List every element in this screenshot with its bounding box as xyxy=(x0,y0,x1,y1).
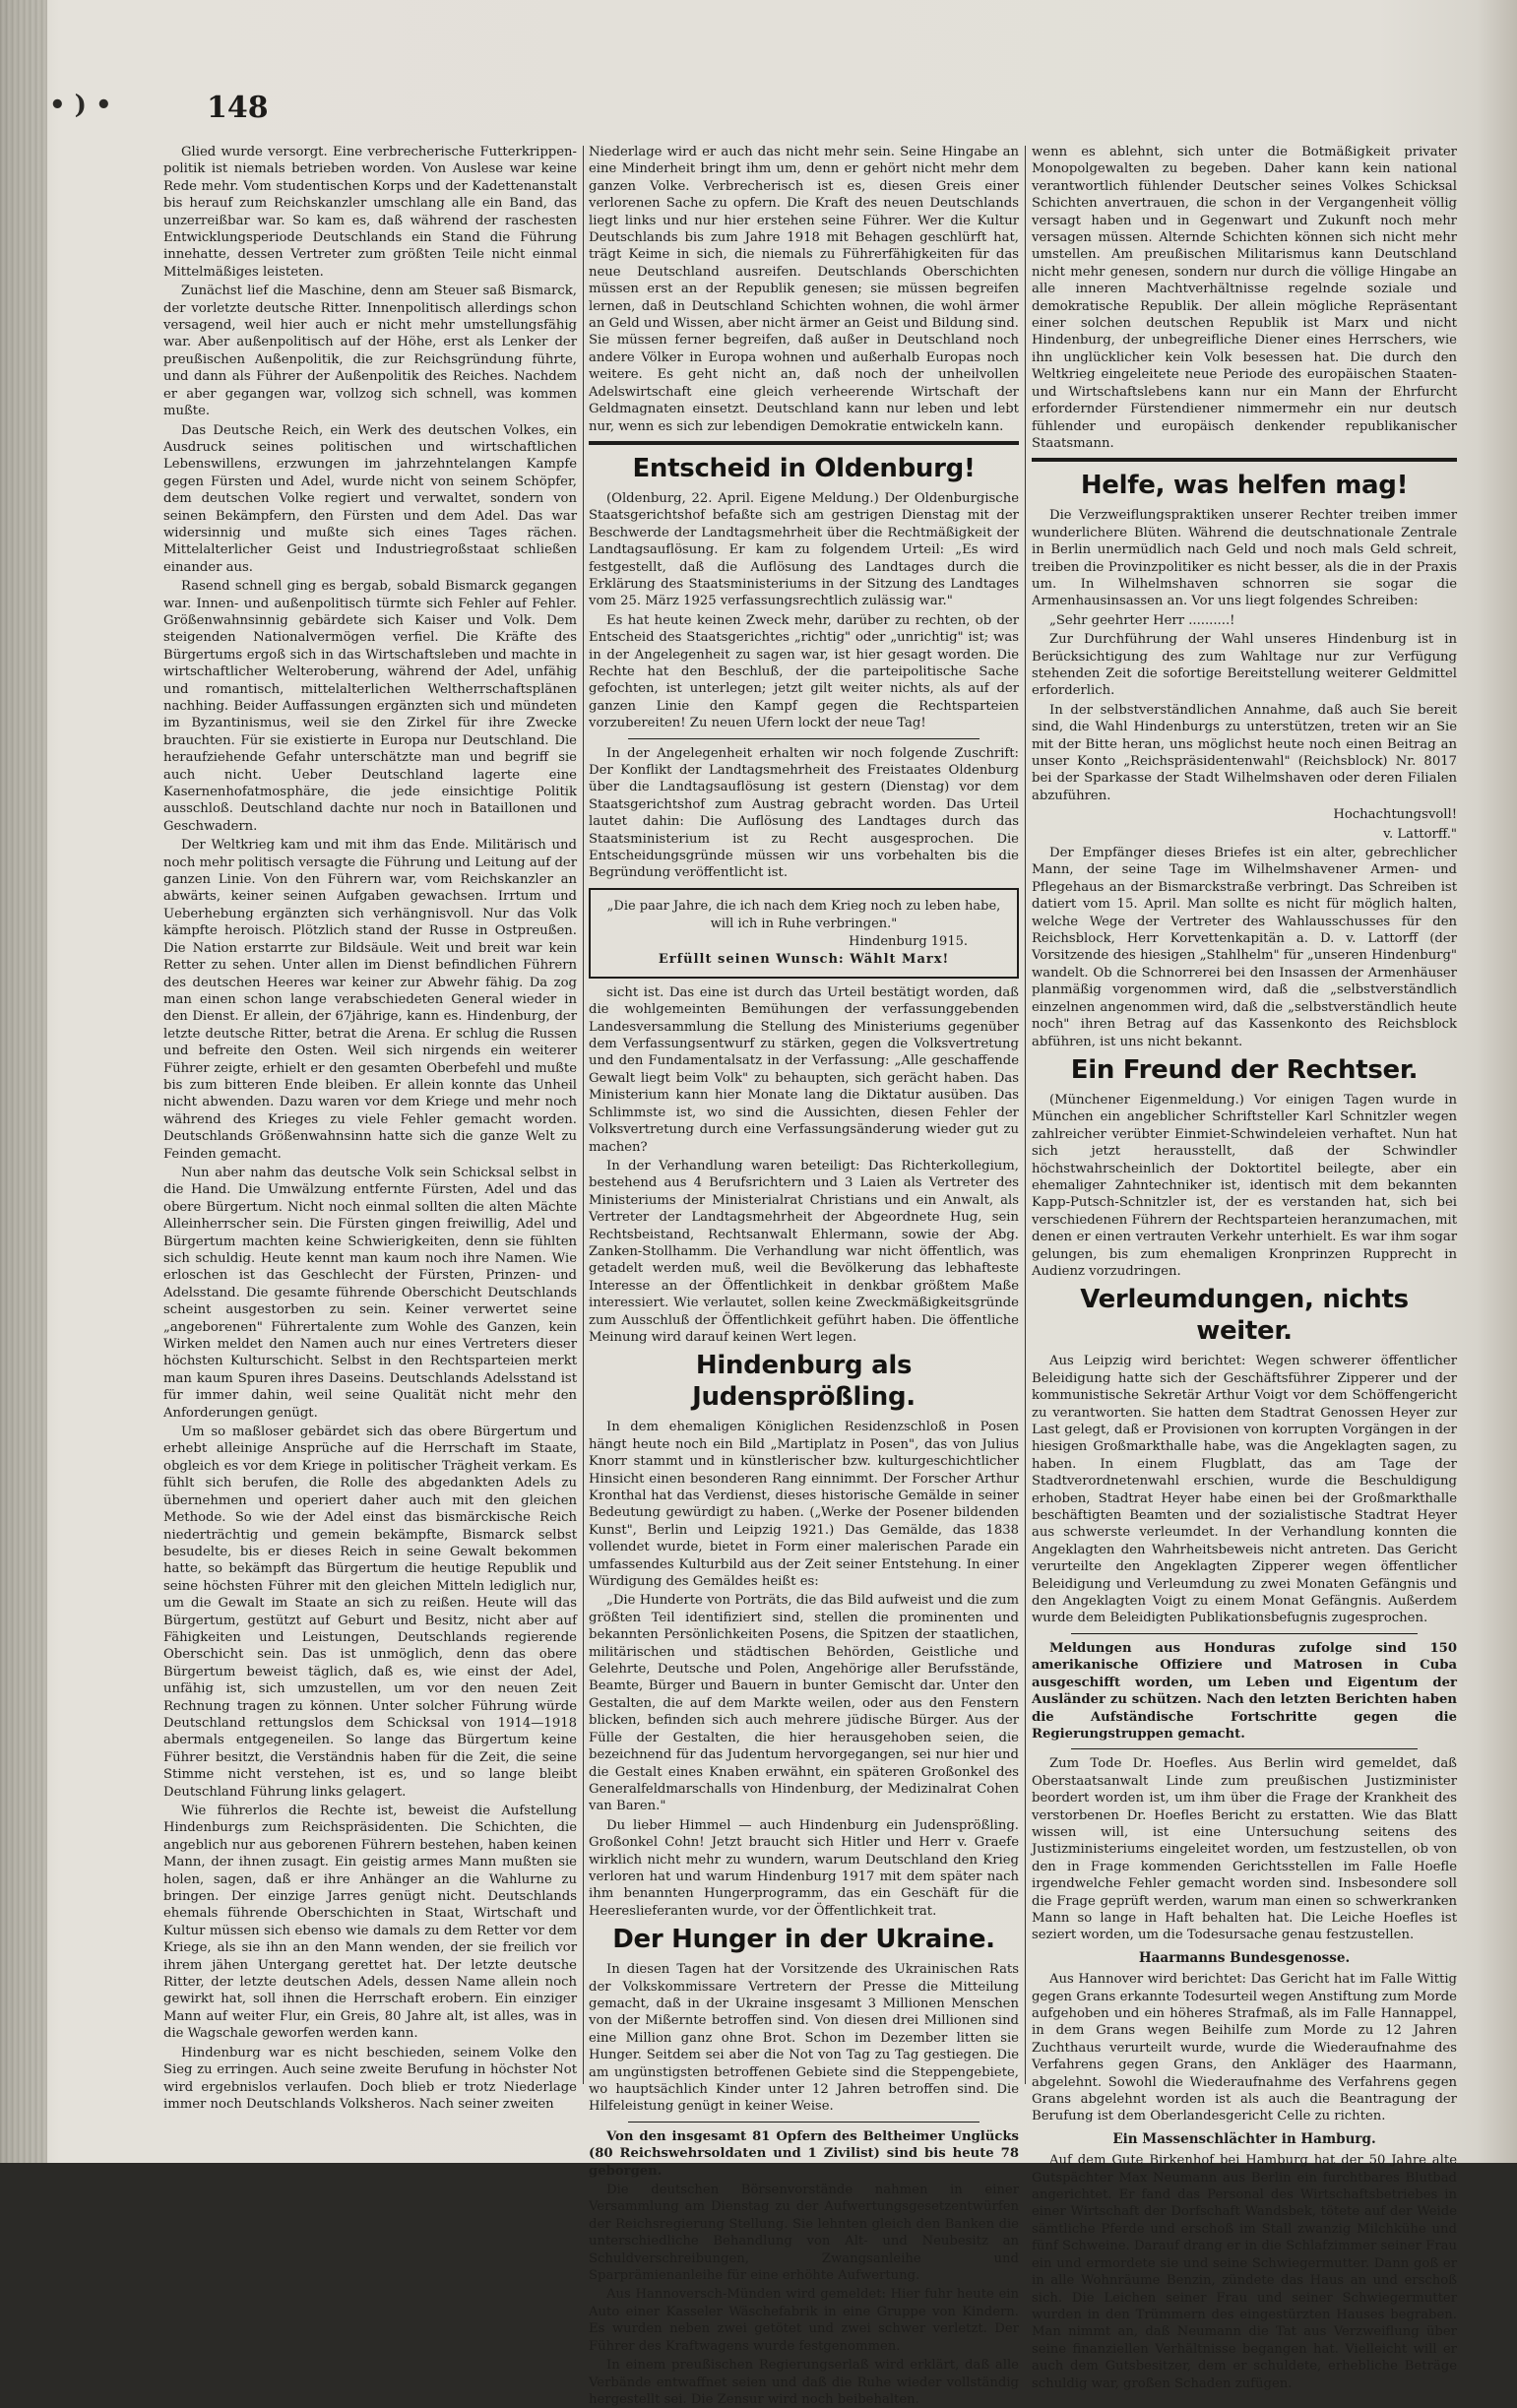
signature: v. Lattorff." xyxy=(1383,826,1457,842)
headline-oldenburg: Entscheid in Oldenburg! xyxy=(632,453,976,483)
box-source: Hindenburg 1915. xyxy=(849,933,968,949)
separator xyxy=(628,738,980,739)
notice: Von den insgesamt 81 Opfern des Beltheimer Unglücks (80 Reichswehrsoldaten und 1 Zivilist) sind bis heute 78 geborgen. xyxy=(589,2128,1019,2179)
paragraph: Zunächst lief die Maschine, denn am Steuer saß Bismarck, der vorletzte deutsche Ritter. Innenpolitisch allerdings schon versagend, weil hier auch er nicht mehr umstellungsfähig war. Aber außenpolitisch auf der Höhe, erst als Lenker der preußischen Außenpolitik, die zur Reichsgründung führte, und dann als Führer der Außenpolitik des Reiches. Nachdem er aber gegangen war, vollzog sich schnell, was kommen mußte. xyxy=(163,284,577,419)
box-call: Erfüllt seinen Wunsch: Wählt Marx! xyxy=(658,951,950,967)
paragraph: (Münchener Eigenmeldung.) Vor einigen Tagen wurde in München ein angeblicher Schriftsteller Karl Schnitzler wegen zahlreicher verübter Einmiet-Schwindeleien verhaftet. Nun hat sich jetzt herausstellt, daß der Schwindler höchstwahrscheinlich der Doktortitel beilegte, aber ein ehemaliger Zahntechniker ist, identisch mit dem bekannten Kapp-Putsch-Schnitzler ist, der es verstanden hat, sich bei verschiedenen Führern der Rechtsparteien heranzumachen, mit denen er einen vertrauten Verkehr unterhielt. Es war ihm sogar gelungen, bis zum ehemaligen Kronprinzen Rupprecht in Audienz vorzudringen. xyxy=(1032,1092,1457,1279)
separator xyxy=(1071,1633,1418,1634)
column-1 xyxy=(163,144,577,2112)
paragraph: Niederlage wird er auch das nicht mehr sein. Seine Hingabe an eine Minderheit bringt ihm um, denn er gehört nicht mehr dem ganzen Volke. Verbrecherisch ist es, diesen Greis einer verlorenen Sache zu opfern. Die Kraft des neuen Deutschlands liegt links und nur hier erstehen seine Führer. Wer die Kultur Deutschlands bis zum Jahre 1918 mit Behagen geschlürft hat, trägt Keime in sich, die niemals zu Führerfähigkeiten für das neue Deutschland ausreifen. Deutschlands Oberschichten müssen erst an der Republik genesen; sie müssen begreifen lernen, daß in Deutschland Schichten wohnen, die wohl ärmer an Geld und Wissen, aber nicht ärmer an Geist und Bildung sind. Sie müssen ferner begreifen, daß außer in Deutschland noch andere Völker in Europa wohnen und außerhalb Europas noch weitere. Es geht nicht an, daß noch der unheilvollen Adelswirtschaft eine gleich verheerende Wirtschaft der Geldmagnaten einsetzt. Deutschland kann nur leben und lebt nur, wenn es sich zur lebendigen Demokratie entwickeln kann. xyxy=(589,145,1019,434)
paragraph: Nun aber nahm das deutsche Volk sein Schicksal selbst in die Hand. Die Umwälzung entfernte Fürsten, Adel und das obere Bürgertum. Nicht noch einmal sollten die alten Mächte Alleinherrscher sein. Die Fürsten gingen freiwillig, Adel und Bürgertum machten keine Schwierigkeiten, denn sie fühlten sich schuldig. Heute kennt man kaum noch ihre Namen. Wie erloschen ist das Geschlecht der Fürsten, Prinzen- und Adelsstand. Die gesamte führende Oberschicht Deutschlands scheint ausgestorben zu sein. Keiner verwertet seine „angeborenen" Führertalente zum Wohle des Ganzen, kein Wirken meldet den Namen auch nur eines Vertreters dieser höchsten Kulturschicht. Selbst in den Rechtsparteien merkt man kaum Spuren ihres Daseins. Deutschlands Adelsstand ist für immer dahin, weil seine Qualität nicht mehr den Anforderungen genügt. xyxy=(163,1165,577,1421)
page-number: 148 xyxy=(207,91,269,125)
section-rule xyxy=(589,441,1019,445)
election-box xyxy=(589,888,1019,979)
paragraph: „Die Hunderte von Porträts, die das Bild aufweist und die zum größten Teil identifiziert sind, stellen die prominenten und bekannten Persönlichkeiten Posens, die Spitzen der staatlichen, militärischen und städtischen Behörden, Geistliche und Gelehrte, Deutsche und Polen, Angehörige aller Berufsstände, Beamte, Bürger und Bauern in bunter Gemischt dar. Unter den Gestalten, die auf dem Markte weilen, oder aus den Fenstern blicken, befinden sich auch mehrere jüdische Bürger. Aus der Fülle der Gestalten, die hier herausgehoben seien, die bezeichnend für das Judentum hervorgegangen, sei nur hier und die Gestalt eines Knaben erwähnt, ein späteren Großonkel des Generalfeldmarschalls von Hindenburg, der Medizinalrat Cohen van Baren." xyxy=(589,1593,1019,1814)
column-3 xyxy=(1032,144,1457,2391)
paragraph: Auf dem Gute Birkenhof bei Hamburg hat der 50 Jahre alte Gutspächter Max Neumann aus Berlin ein furchtbares Blutbad angerichtet. Er fand das Personal des Wirtschaftsbetriebes in einer Wirtschaft der Dorfschaft Wandsbek, tötete auf der Weide sämtliche Pferde und erschoß im Stall zwanzig Milchkühe und fünf Schweine. Darauf drang er in die Schlafzimmer seiner Frau ein und ermordete sie und seine Schwiegermutter. Dann goß er in alle Wohnräume Benzin, zündete das Haus an und erschoß sich. Die Leichen seiner Frau und seiner Schwiegermutter wurden in den Trümmern des eingestürzten Hauses begraben. Man nimmt an, daß Neumann die Tat aus Verzweiflung über seine finanziellen Verhältnisse begangen hat. Vielleicht will er auch dem Gutsbesitzer, dem er schuldete, erhebliche Beträge schuldig war, großen Schaden zufügen. xyxy=(1032,2153,1457,2391)
paragraph: Aus Leipzig wird berichtet: Wegen schwerer öffentlicher Beleidigung hatte sich der Geschäftsführer Zipperer und der kommunistische Sekretär Arthur Voigt vor dem Schöffengericht zu verantworten. Sie hatten dem Stadtrat Genossen Heyer zur Last gelegt, daß er Provisionen von korrupten Vorgängen in der hiesigen Großmarkthalle habe, was die Angeklagten sagen, zu haben. In einem Flugblatt, das am Tage der Stadtverordnetenwahl erschien, wurde die Beschuldigung erhoben, Stadtrat Heyer habe einen bei der Großmarkthalle beschäftigten Beamten und der sozialistische Stadtrat Heyer aus schwerste verleumdet. In der Verhandlung konnten die Angeklagten den Wahrheitsbeweis nicht antreten. Das Gericht verurteilte den Angeklagten Zipperer wegen öffentlicher Beleidigung und Verleumdung zu zwei Monaten Gefängnis und den Angeklagten Voigt zu einem Monat Gefängnis. Außerdem wurde dem Beleidigten Publikationsbefugnis zugesprochen. xyxy=(1032,1354,1457,1626)
paragraph: Der Weltkrieg kam und mit ihm das Ende. Militärisch und noch mehr politisch versagte die Führung und Leitung auf der ganzen Linie. Von den Führern war, vom Reichskanzler an abwärts, keiner seinen Aufgaben gewachsen. Irrtum und Ueberhebung ergänzten sich verhängnisvoll. Nur das Volk kämpfte heroisch. Plötzlich stand der Russe in Ostpreußen. Die Nation erstarrte zur Bildsäule. Weit und breit war kein Retter zu sehen. Unter allen im Dienst befindlichen Führern des deutschen Heeres war keiner zur Abwehr fähig. Da zog man einen schon lange verabschiedeten General wieder in den Dienst. Er allein, der 67jährige, kann es. Hindenburg, der letzte deutsche Ritter, betrat die Arena. Er schlug die Russen und befreite den Osten. Weil sich nirgends ein weiterer Führer zeigte, erhielt er den gesamten Oberbefehl und mußte bis zum bitteren Ende bleiben. Er allein konnte das Unheil nicht abwenden. Dazu waren vor dem Kriege und mehr noch während des Krieges zu viele Fehler gemacht worden. Deutschlands Größenwahnsinn hatte sich die ganze Welt zu Feinden gemacht. xyxy=(163,838,577,1162)
paragraph: Es hat heute keinen Zweck mehr, darüber zu rechten, ob der Entscheid des Staatsgerichtes „richtig" oder „unrichtig" ist; was in der Angelegenheit zu sagen war, ist hier gesagt worden. Die Rechte hat den Beschluß, der die parteipolitische Sache gefochten, ist unterlegen; jetzt gilt weiter nichts, als auf der ganzen Linie den Kampf gegen die Rechtsparteien vorzubereiten! Zu neuen Ufern lockt der neue Tag! xyxy=(589,612,1019,731)
separator xyxy=(1071,1748,1418,1749)
book-spine xyxy=(0,0,47,2163)
paragraph: Das Deutsche Reich, ein Werk des deutschen Volkes, ein Ausdruck seines politischen und wirtschaftlichen Lebenswillens, erzwungen im jahrzehntelangen Kampfe gegen Fürsten und Adel, wurde nicht von seinem Schöpfer, dem deutschen Volke regiert und verwaltet, sondern von seinen Bekämpfern, den Fürsten und dem Adel. Das war widersinnig und mußte sich eines Tages rächen. Mittelalterlicher Geist und Industriegroßstaat schließen einander aus. xyxy=(163,422,577,575)
paragraph: In der selbstverständlichen Annahme, daß auch Sie bereit sind, die Wahl Hindenburgs zu unterstützen, treten wir an Sie mit der Bitte heran, uns möglichst heute noch einen Beitrag an unser Konto „Reichspräsidentenwahl" (Reichsblock) Nr. 8017 bei der Sparkasse der Stadt Wilhelmshaven oder deren Filialen abzuführen. xyxy=(1032,702,1457,803)
column-divider xyxy=(1025,146,1026,2084)
paragraph: Die Verzweiflungspraktiken unserer Rechter treiben immer wunderlichere Blüten. Während die deutschnationale Zentrale in Berlin unermüdlich nach Geld und noch mals Geld schreit, treiben die Provinzpolitiker es nicht besser, als die in der Praxis um. In Wilhelmshaven schnorren sie sogar die Armenhausinsassen an. Vor uns liegt folgendes Schreiben: xyxy=(1032,508,1457,609)
paragraph: Aus Hannover wird berichtet: Das Gericht hat im Falle Wittig gegen Grans erkannte Todesurteil wegen Anstiftung zum Morde aufgehoben und ein höheres Strafmaß, als im Falle Hannappel, in dem Grans wegen Beihilfe zum Morde zu 12 Jahren Zuchthaus verurteilt wurde, wurde die Wiederaufnahme des Verfahrens gegen Grans, den Ankläger des Haarmann, abgelehnt. Sowohl die Wiederaufnahme des Verfahrens gegen Grans abgelehnt worden ist als auch die Beantragung der Berufung ist dem Oberlandesgericht Celle zu richten. xyxy=(1032,1972,1457,2124)
margin-mark: • ) • xyxy=(49,91,112,120)
notice: Meldungen aus Honduras zufolge sind 150 amerikanische Offiziere und Matrosen in Cuba ausgeschifft worden, um Leben und Eigentum der Ausländer zu schützen. Nach den letzten Berichten haben die Aufständische Fortschritte gegen die Regierungstruppen gemacht. xyxy=(1032,1640,1457,1742)
paragraph: Du lieber Himmel — auch Hindenburg ein Judensprößling. Großonkel Cohn! Jetzt braucht sich Hitler und Herr v. Graefe wirklich nicht mehr zu wundern, warum Deutschland den Krieg verloren hat und warum Hindenburg 1917 mit dem später nach ihm benannten Hungerprogramm, das ein Geschäft für die Heereslieferanten wurde, vor der Öffentlichkeit trat. xyxy=(589,1817,1019,1919)
headline-helfe: Helfe, was helfen mag! xyxy=(1080,471,1409,501)
paragraph: Hindenburg war es nicht beschieden, seinem Volke den Sieg zu erringen. Auch seine zweite Berufung in höchster Not wird ergebnislos verlaufen. Doch blieb er trotz Niederlage immer noch Deutschlands Volksheros. Nach seiner zweiten xyxy=(163,2045,577,2112)
subhead-hamburg: Ein Massenschlächter in Hamburg. xyxy=(1112,2130,1376,2147)
headline-verleumdung: Verleumdungen, nichts weiter. xyxy=(1080,1285,1409,1347)
signature: Hochachtungsvoll! xyxy=(1333,807,1457,823)
paragraph: Wie führerlos die Rechte ist, beweist die Aufstellung Hindenburgs zum Reichspräsidenten. Die Schichten, die angeblich nur aus geborenen Führern bestehen, haben keinen Mann, der ihnen zusagt. Ein geistig armes Mann mußten sie holen, sagen, daß er ihre Anhänger an die Wahlurne zu bringen. Der einzige Jarres genügt nicht. Deutschlands ehemals führende Oberschichten in Staat, Wirtschaft und Kultur müssen sich ebenso wie damals zu dem Retter vor dem Kriege, als sie ihn an den Mann wenden, der sie freilich vor ihrem jähen Untergang gerettet hat. Der letzte deutsche Ritter, der letzte deutschen Adels, dessen Name allein noch gewirkt hat, soll ihnen die Herrschaft erobern. Ein einziger Mann auf weiter Flur, ein Greis, 80 Jahre alt, ist alles, was in die Wagschale geworfen werden kann. xyxy=(163,1804,577,2042)
headline-freund: Ein Freund der Rechtser. xyxy=(1070,1054,1419,1085)
paragraph: In der Angelegenheit erhalten wir noch folgende Zuschrift: Der Konflikt der Landtagsmehrheit des Freistaates Oldenburg über die Landtagsauflösung ist gestern (Dienstag) vor dem Staatsgerichtshof zum Austrag gebracht worden. Das Urteil lautet dahin: Die Auflösung des Landtages durch das Staatsministerium ist zu Recht ausgesprochen. Die Entscheidungsgründe müssen wir uns vorbehalten bis die Begründung veröffentlicht ist. xyxy=(589,745,1019,881)
paragraph: In diesen Tagen hat der Vorsitzende des Ukrainischen Rats der Volkskommissare Vertretern der Presse die Mitteilung gemacht, daß in der Ukraine insgesamt 3 Millionen Menschen von der Mißernte betroffen sind. Von diesen drei Millionen sind eine Million ganz ohne Brot. Schon im Dezember litten sie Hunger. Seitdem sei aber die Not von Tag zu Tag gestiegen. Die am ungünstigsten betroffenen Gebiete sind die Steppengebiete, wo hauptsächlich Kinder unter 12 Jahren betroffen sind. Die Hilfeleistung genügt in keiner Weise. xyxy=(589,1962,1019,2115)
box-quote: „Die paar Jahre, die ich nach dem Krieg noch zu leben habe, will ich in Ruhe verbringen." xyxy=(606,898,1001,931)
paragraph: Der Empfänger dieses Briefes ist ein alter, gebrechlicher Mann, der seine Tage im Wilhelmshavener Armen- und Pflegehaus an der Bismarckstraße verbringt. Das Schreiben ist datiert vom 15. April. Man sollte es nicht für möglich halten, welche Wege der Vertreter des Wahlausschusses für den Reichsblock, Herr Korvettenkapitän a. D. v. Lattorff (der Vorsitzende des hiesigen „Stahlhelm" für „unseren Hindenburg" wandelt. Ob die Schnorrerei bei den Insassen der Armenhäuser planmäßig vorgenommen wird, daß die „selbstverständlich einzelnen angenommen wird, daß die „selbstverständlich heute noch" ihren Betrag auf das Kassenkonto des Reichsblock abführen, ist uns nicht bekannt. xyxy=(1032,846,1457,1049)
paragraph: wenn es ablehnt, sich unter die Botmäßigkeit privater Monopolgewalten zu begeben. Daher kann kein national verantwortlich fühlender Deutscher seines Volkes Schicksal Schichten anvertrauen, die schon in der Vergangenheit völlig versagt haben und in Gegenwart und Zukunft noch mehr versagen müssen. Alternde Schichten können sich nicht mehr umstellen. Am preußischen Militarismus kann Deutschland nicht mehr genesen, sondern nur durch die völlige Hingabe an alle inneren Machtverhältnisse regelnde soziale und demokratische Republik. Der allein mögliche Repräsentant einer solchen deutschen Republik ist Marx und nicht Hindenburg, der unbegreifliche Diener eines Herrschers, wie ihn unglücklicher kein Volk besessen hat. Die durch den Weltkrieg eingeleitete neue Periode des europäischen Staaten- und Wirtschaftslebens kann nur ein Mann der Ehrfurcht erfordernder Fürstendiener nimmermehr ein nur deutsch fühlender und europäisch denkender republikanischer Staatsmann. xyxy=(1032,145,1457,451)
section-rule xyxy=(1032,458,1457,462)
headline-ukraine: Der Hunger in der Ukraine. xyxy=(612,1925,995,1955)
paragraph: „Sehr geehrter Herr ..........! xyxy=(1049,612,1235,628)
column-2 xyxy=(589,144,1019,2407)
separator xyxy=(628,2122,980,2123)
paragraph: sicht ist. Das eine ist durch das Urteil bestätigt worden, daß die wohlgemeinten Bemühungen der verfassunggebenden Landesversammlung die Stellung des Ministeriums gegenüber dem Verfassungsentwurf zu stärken, gegen die Volksvertretung und den Fundamentalsatz in der Verfassung: „Alle geschaffende Gewalt liegt beim Volk" zu behaupten, sich gerächt haben. Das Ministerium kann hier Monate lang die Diktatur ausüben. Das Schlimmste ist, wo sind die Aussichten, diesen Fehler der Volksvertretung durch eine Verfassungsänderung wieder gut zu machen? xyxy=(589,984,1019,1155)
notice: Aus Hannoversch-Münden wird gemeldet: Hier fuhr heute ein Auto einer Kasseler Wäschefabrik in eine Gruppe von Kindern. Es wurden neben zwei getötet und zwei schwer verletzt. Der Führer des Kraftwagens wurde festgenommen. xyxy=(589,2287,1019,2354)
subhead-haarmann: Haarmanns Bundesgenosse. xyxy=(1138,1949,1351,1966)
paragraph: (Oldenburg, 22. April. Eigene Meldung.) Der Oldenburgische Staatsgerichtshof befaßte sich am gestrigen Dienstag mit der Beschwerde der Landtagsmehrheit über die Rechtmäßigkeit der Landtagsauflösung. Er kam zu folgendem Urteil: „Es wird festgestellt, daß die Auflösung des Landtages durch die Erklärung des Staatsministeriums in der Sitzung des Landtages vom 25. März 1925 verfassungsrechtlich zulässig war." xyxy=(589,490,1019,609)
paragraph: In dem ehemaligen Königlichen Residenzschloß in Posen hängt heute noch ein Bild „Martiplatz in Posen", das von Julius Knorr stammt und in künstlerischer bzw. kulturgeschichtlicher Hinsicht einen besonderen Rang einnimmt. Der Forscher Arthur Kronthal hat das Verdienst, dieses historische Gemälde in seiner Bedeutung gewürdigt zu haben. („Werke der Posener bildenden Kunst", Berlin und Leipzig 1921.) Das Gemälde, das 1838 vollendet wurde, bietet in Form einer malerischen Parade ein umfassendes Kulturbild aus der Zeit seiner Entstehung. In einer Würdigung des Gemäldes heißt es: xyxy=(589,1420,1019,1590)
notice: Die deutschen Börsenvorstände nahmen in einer Versammlung am Dienstag zu der Aufwertungsgesetzentwürfen der Reichsregierung Stellung. Sie lehnten gleich den Banken die unterschiedliche Behandlung von Alt- und Neubesitz an Schuldverschreibungen, Zwangsanleihe und Sparprämienanleihe für eine erhöhte Aufwertung. xyxy=(589,2183,1019,2284)
paragraph: Um so maßloser gebärdet sich das obere Bürgertum und erhebt alleinige Ansprüche auf die Herrschaft im Staate, obgleich es vor dem Kriege in politischer Trägheit verkam. Es fühlt sich berufen, die Rolle des abgedankten Adels zu übernehmen und operiert daher auch mit den gleichen Methode. So wie der Adel einst das bismärckische Reich niederträchtig und gemein bekämpfte, Bismarck selbst besudelte, bis er dieses Reich in seine Gewalt bekommen hatte, so bekämpft das Bürgertum die heutige Republik und seine höchsten Führer mit den gleichen Mitteln lediglich nur, um die Gewalt im Staate an sich zu reißen. Heute will das Bürgertum, gestützt auf Geburt und Besitz, nicht aber auf Fähigkeiten und Leistungen, Deutschlands regierende Oberschicht sein. Das ist unmöglich, denn das obere Bürgertum beweist täglich, daß es, wie einst der Adel, unfähig ist, sich umzustellen, um vor den neuen Zeit Rechnung tragen zu können. Unter solcher Führung würde Deutschland rettungslos dem Schicksal von 1914—1918 abermals entgegeneilen. So lange das Bürgertum keine Führer besitzt, die Verständnis haben für die Zeit, die seine Stimme nicht verstehen, ist es, und so lange bleibt Deutschland Führung links gelagert. xyxy=(163,1425,577,1800)
headline-hindenburg: Hindenburg als Judensprößling. xyxy=(692,1351,916,1413)
notice: In einem preußischen Regierungserlaß wird erklärt, daß alle Verbände entwaffnet seien und daß die Ruhe wieder vollständig hergestellt sei. Die Zensur wird noch beibehalten. xyxy=(589,2358,1019,2407)
paragraph: Rasend schnell ging es bergab, sobald Bismarck gegangen war. Innen- und außenpolitisch türmte sich Fehler auf Fehler. Größenwahnsinnig gebärdete sich Kaiser und Volk. Dem steigenden Nationalvermögen verfiel. Die Kräfte des Bürgertums ergoß sich in das Wirtschaftsleben und machte in wirtschaftlicher Welteroberung, während der Adel, unfähig und romantisch, mittelalterlichen Weltherrschaftsplänen nachhing. Beider Auffassungen ergänzten sich und mündeten im Byzantinismus, weil sie den Zirkel für ihre Zwecke brauchten. Für sie existierte in Europa nur Deutschland. Die heraufziehende Gefahr unterschätzte man und begriff sie auch nicht. Ueber Deutschland lagerte eine Kasernenhofatmosphäre, die jede einsichtige Politik ausschloß. Deutschland dachte nur noch in Bataillonen und Geschwadern. xyxy=(163,579,577,834)
paragraph: In der Verhandlung waren beteiligt: Das Richterkollegium, bestehend aus 4 Berufsrichtern und 3 Laien als Vertreter des Ministeriums der Ministerialrat Christians und ein Anwalt, als Vertreter der Landtagsmehrheit der Abgeordnete Hug, sein Rechtsbeistand, Rechtsanwalt Ehlermann, sowie der Abg. Zanken-Stollhamm. Die Verhandlung war nicht öffentlich, was getadelt werden muß, weil die Bevölkerung das lebhafteste Interesse an der Öffentlichkeit in denkbar größtem Maße interessiert. Wie verlautet, sollen keine Zweckmäßigkeitsgründe zum Ausschluß der Öffentlichkeit geführt haben. Die öffentliche Meinung wird darauf keinen Wert legen. xyxy=(589,1158,1019,1345)
paragraph: Zur Durchführung der Wahl unseres Hindenburg ist in Berücksichtigung des zum Wahltage nur zur Verfügung stehenden Zeit die sofortige Bereitstellung weiterer Geldmittel erforderlich. xyxy=(1032,632,1457,699)
column-divider xyxy=(583,146,584,2084)
paragraph: Glied wurde versorgt. Eine verbrecherische Futterkrippen-politik ist niemals betrieben worden. Von Auslese war keine Rede mehr. Vom studentischen Korps und der Kadettenanstalt bis herauf zum Reichskanzler umschlang alle ein Band, das unzerreißbar war. So kam es, daß während der raschesten Entwicklungsperiode Deutschlands ein Stand die Führung innehatte, dessen Vertreter zum größten Teile nicht einmal Mittelmäßiges leisteten. xyxy=(163,145,577,280)
paragraph: Zum Tode Dr. Hoefles. Aus Berlin wird gemeldet, daß Oberstaatsanwalt Linde zum preußischen Justizminister beordert worden ist, um ihm über die Frage der Krankheit des verstorbenen Dr. Hoefles Bericht zu erstatten. Wie das Blatt wissen will, ist eine Untersuchung seitens des Justizministeriums eingeleitet worden, um festzustellen, ob von den in Frage kommenden Gerichtsstellen im Falle Hoefle irgendwelche Fehler gemacht worden sind. Insbesondere soll die Frage geprüft werden, warum man einen so schwerkranken Mann so lange in Haft behalten hat. Die Leiche Hoefles ist seziert worden, um die Todesursache genau festzustellen. xyxy=(1032,1756,1457,1943)
